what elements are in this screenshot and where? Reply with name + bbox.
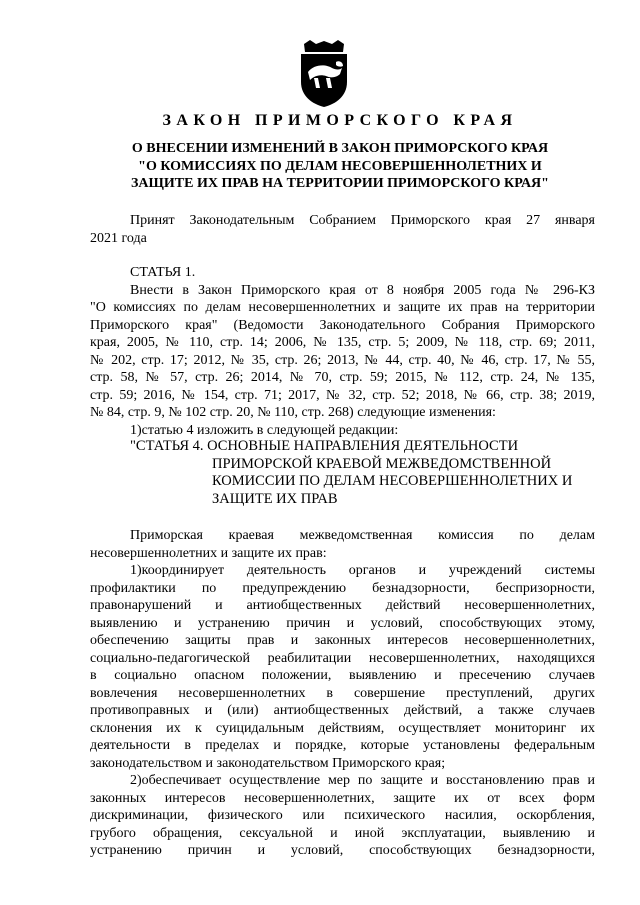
article-text-line: стр. 58, № 57, стр. 26; 2014, № 70, стр. 59; 2015, № 112, стр. 24, № 135, xyxy=(90,370,595,385)
article-text-line: Приморского края" (Ведомости Законодательного Собрания Приморского xyxy=(90,317,595,333)
article-text-line: "О комиссиях по делам несовершеннолетних и защите их прав на территории xyxy=(90,300,595,315)
law-subtitle xyxy=(95,140,585,193)
amendment-item: 1)статью 4 изложить в следующей редакции: xyxy=(130,422,399,438)
subtitle-line: О ВНЕСЕНИИ ИЗМЕНЕНИЙ В ЗАКОН ПРИМОРСКОГО КРАЯ xyxy=(131,141,549,156)
article-4-title-line: ПРИМОРСКОЙ КРАЕВОЙ МЕЖВЕДОМСТВЕННОЙ xyxy=(212,455,552,472)
text-line: вовлечения несовершеннолетних в совершение преступлений, других xyxy=(90,685,595,701)
text-line: грубого обращения, сексуальной и иной эксплуатации, выявлению и xyxy=(90,825,595,841)
text-line: правонарушений и антиобщественных действий несовершеннолетних, xyxy=(90,598,595,613)
article-text-line: Внести в Закон Приморского края от 8 ноября 2005 года № 296-КЗ xyxy=(130,282,595,298)
article-text-line: № 202, стр. 17; 2012, № 35, стр. 26; 2013, № 44, стр. 40, № 46, стр. 17, № 55, xyxy=(90,352,595,368)
commission-intro xyxy=(90,527,595,562)
text-line: в социально опасном положении, выявлению и пресечению случаев xyxy=(90,668,595,683)
text-line: дискриминации, физического или психического насилия, оскорбления, xyxy=(90,808,595,823)
text-line: деятельности в пределах и порядке, которые установлены федеральным xyxy=(90,738,595,753)
text-line: профилактики по предупреждению безнадзорности, беспризорности, xyxy=(90,580,595,596)
text-line: 2)обеспечивает осуществление мер по защите и восстановлению прав и xyxy=(130,773,595,788)
subtitle-line: "О КОМИССИЯХ ПО ДЕЛАМ НЕСОВЕРШЕННОЛЕТНИХ И xyxy=(138,158,542,174)
text-line: склонения их к суицидальным действиям, осуществляет мониторинг их xyxy=(90,720,595,736)
text-line: выявлению и устранению причин и условий, способствующих этому, xyxy=(90,615,595,631)
article-4-title-line: ОСНОВНЫЕ НАПРАВЛЕНИЯ ДЕЯТЕЛЬНОСТИ xyxy=(207,438,519,454)
adoption-line: 2021 года xyxy=(90,230,147,246)
article-4-label: "СТАТЬЯ 4. xyxy=(130,438,204,454)
text-line: 1)координирует деятельность органов и учреждений системы xyxy=(130,563,595,578)
text-line: законных интересов несовершеннолетних, защите их от всех форм xyxy=(90,790,595,806)
article-1 xyxy=(90,264,595,439)
text-line: социально-педагогической реабилитации несовершеннолетних, находящихся xyxy=(90,650,595,666)
adoption-note xyxy=(90,212,595,247)
text-line: Приморская краевая межведомственная комиссия по делам xyxy=(130,528,595,543)
article-4-heading-line xyxy=(130,438,600,456)
text-line: несовершеннолетних и защите их прав: xyxy=(90,545,327,561)
text-line: устранению причин и условий, способствующих безнадзорности, xyxy=(90,843,595,858)
point-2 xyxy=(90,772,595,860)
article-text-line: стр. 59; 2016, № 154, стр. 71; 2017, № 32, стр. 52; 2018, № 66, стр. 38; 2019, xyxy=(90,387,595,403)
adoption-line: Принят Законодательным Собранием Приморского края 27 января xyxy=(130,213,595,228)
article-text-line: края, 2005, № 110, стр. 14; 2006, № 135, стр. 5; 2009, № 118, стр. 69; 2011, xyxy=(90,335,595,350)
article-4-title-line: КОМИССИИ ПО ДЕЛАМ НЕСОВЕРШЕННОЛЕТНИХ И xyxy=(212,473,573,489)
coat-of-arms-icon xyxy=(296,40,352,108)
point-1 xyxy=(90,562,595,772)
article-4-heading xyxy=(130,438,600,508)
text-line: противоправных и (или) антиобщественных действий, а также случаев xyxy=(90,703,595,718)
law-title: ЗАКОН ПРИМОРСКОГО КРАЯ xyxy=(162,112,518,129)
subtitle-line: ЗАЩИТЕ ИХ ПРАВ НА ТЕРРИТОРИИ ПРИМОРСКОГО КРАЯ" xyxy=(131,176,549,191)
article-text-line: № 84, стр. 9, № 102 стр. 20, № 110, стр. 268) следующие изменения: xyxy=(90,405,496,420)
article-heading: СТАТЬЯ 1. xyxy=(130,265,196,280)
text-line: законодательством и законодательством Приморского края; xyxy=(90,755,446,771)
text-line: обеспечению защиты прав и законных интересов несовершеннолетних, xyxy=(90,633,595,648)
article-4-title-line: ЗАЩИТЕ ИХ ПРАВ xyxy=(212,490,338,507)
